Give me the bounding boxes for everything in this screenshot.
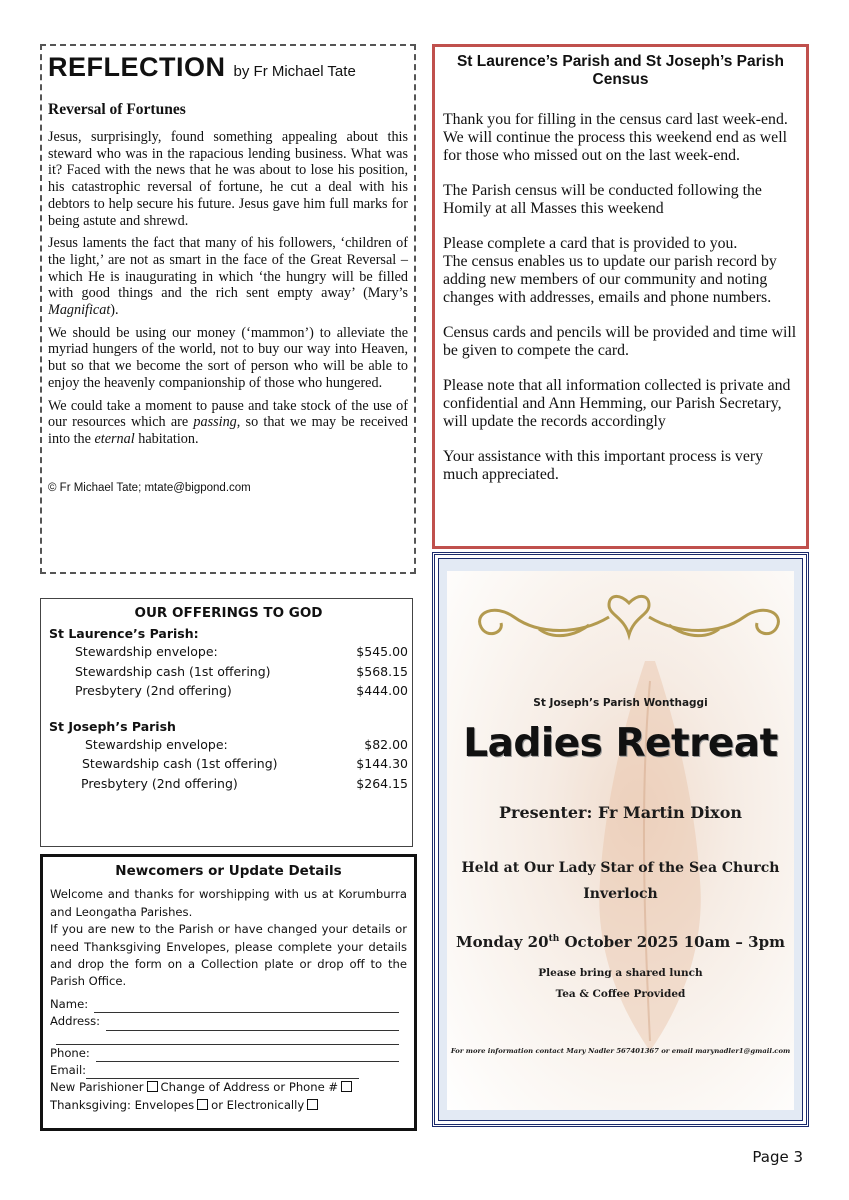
- reflection-title: REFLECTION: [48, 52, 226, 82]
- text-run: Jesus laments the fact that many of his followers, ‘children of the light,’ are not as smart in the face of the Great Reversal – which He is inaugurating in which ‘the hungry will be filled with good things and the rich sent empty away’ (Mary’s: [48, 235, 408, 302]
- offerings-title: OUR OFFERINGS TO GOD: [134, 605, 323, 621]
- offering-amount: $144.30: [356, 756, 408, 771]
- envelopes-label: Thanksgiving: Envelopes: [50, 1097, 195, 1112]
- venue-town: Inverloch: [583, 886, 658, 902]
- change-address-label: Change of Address or Phone #: [160, 1080, 339, 1095]
- census-paragraph: Please note that all information collected is private and confidential and Ann Hemming, our Parish Secretary, will update the records accordingly: [443, 377, 791, 430]
- options-row: [50, 1079, 407, 1096]
- census-title: St Laurence’s Parish and St Joseph’s Parish Census: [456, 53, 785, 88]
- offering-row: [49, 662, 408, 682]
- envelopes-checkbox[interactable]: [197, 1099, 208, 1110]
- emphasis: eternal: [94, 430, 135, 447]
- reflection-byline: by Fr Michael Tate: [233, 63, 356, 80]
- offerings-box: [40, 598, 413, 847]
- newcomers-intro: Welcome and thanks for worshipping with us at Korumburra and Leongatha Parishes.: [50, 887, 407, 919]
- name-line[interactable]: [94, 999, 399, 1013]
- address-line-2[interactable]: [56, 1031, 399, 1045]
- offering-amount: $444.00: [356, 683, 408, 698]
- offering-label: Presbytery (2nd offering): [75, 683, 232, 698]
- reflection-paragraph: Jesus, surprisingly, found something appealing about this steward who was in the rapacious lending business. What was it? Faced with the news that he was about to lose his position, his catastrophic reversal of fortune, he cut a deal with his debtors to help secure his future. Jesus gave him full marks for being astute and shrewd.: [48, 129, 408, 229]
- newcomers-form: [40, 854, 417, 1131]
- flyer-notes: [447, 963, 794, 1005]
- flyer-frame: [438, 558, 803, 1121]
- reflection-paragraph: We should be using our money (‘mammon’) to alleviate the myriad hungers of the world, not to buy our way into Heaven, but so that we become the sort of person who will be able to enjoy the heavenly companionship of those who hungered.: [48, 324, 408, 391]
- flyer-venue: [447, 855, 794, 907]
- flyer-parish: St Joseph’s Parish Wonthaggi: [533, 697, 708, 709]
- venue-line: Held at Our Lady Star of the Sea Church: [461, 860, 780, 876]
- name-label: Name:: [50, 996, 89, 1011]
- reflection-paragraph: [48, 235, 408, 319]
- name-field[interactable]: [50, 996, 407, 1013]
- offering-row: [49, 681, 408, 701]
- offering-row: [49, 735, 408, 755]
- offering-label: Stewardship cash (1st offering): [75, 663, 271, 679]
- flyer-contact: For more information contact Mary Nadler 567401367 or email marynadler1@gmail.com: [450, 1047, 791, 1055]
- change-address-checkbox[interactable]: [341, 1081, 352, 1092]
- date-rest: October 2025 10am – 3pm: [559, 933, 785, 951]
- offering-amount: $568.15: [356, 663, 408, 679]
- offering-label: Presbytery (2nd offering): [81, 775, 238, 791]
- emphasis: passing: [193, 414, 237, 431]
- electronically-label: or Electronically: [211, 1097, 305, 1112]
- electronically-checkbox[interactable]: [307, 1099, 318, 1110]
- offering-row: [49, 774, 408, 794]
- text-run: We could take a moment to pause and take stock of the use of our resources which are: [48, 397, 408, 431]
- parish-name: St Joseph’s Parish: [49, 718, 176, 734]
- offering-amount: $82.00: [364, 736, 408, 752]
- flyer-presenter: Presenter: Fr Martin Dixon: [499, 803, 742, 822]
- census-paragraph: Please complete a card that is provided to you. The census enables us to update our parish record by adding new members of our community and noting changes with addresses, emails and phone numbers.: [443, 235, 777, 306]
- newcomers-instructions: If you are new to the Parish or have changed your details or need Thanksgiving Envelopes, please complete your details and drop the form on a Collection plate or drop off to the Parish Office.: [50, 922, 407, 989]
- parish-name: St Laurence’s Parish:: [49, 626, 199, 641]
- census-box: [432, 44, 809, 549]
- date-day: Monday 20: [456, 933, 549, 951]
- flyer-date: [447, 933, 794, 951]
- tea-note: Tea & Coffee Provided: [555, 988, 686, 1000]
- offering-amount: $264.15: [356, 775, 408, 791]
- census-paragraph: Thank you for filling in the census card last week-end. We will continue the process this weekend end as well for those who missed out on the last week-end.: [443, 111, 788, 164]
- reflection-copyright: © Fr Michael Tate; mtate@bigpond.com: [48, 481, 251, 494]
- page-number: Page 3: [752, 1148, 803, 1166]
- reflection-heading: [48, 52, 408, 87]
- offering-label: Stewardship cash (1st offering): [82, 756, 278, 771]
- address-line[interactable]: [106, 1017, 399, 1031]
- emphasis: Magnificat: [48, 302, 111, 319]
- ornament-flourish-icon: [459, 585, 799, 655]
- text-run: , so that we may be received into the: [48, 414, 408, 447]
- lunch-note: Please bring a shared lunch: [538, 967, 703, 979]
- email-line[interactable]: [86, 1065, 359, 1079]
- email-label: Email:: [50, 1063, 87, 1078]
- census-paragraph: Census cards and pencils will be provided and time will be given to compete the card.: [443, 324, 797, 359]
- date-suffix: th: [548, 934, 560, 944]
- thanksgiving-row: [50, 1097, 407, 1114]
- new-parishioner-checkbox[interactable]: [147, 1081, 158, 1092]
- newcomers-title: Newcomers or Update Details: [115, 863, 342, 879]
- flyer-poster: [447, 571, 794, 1110]
- address-field[interactable]: [50, 1013, 407, 1030]
- text-run: ).: [110, 302, 119, 319]
- retreat-flyer: [432, 552, 809, 1127]
- reflection-subheading: Reversal of Fortunes: [48, 101, 186, 118]
- offering-label: Stewardship envelope:: [75, 644, 218, 659]
- offering-row: [49, 754, 408, 774]
- email-field[interactable]: [50, 1062, 407, 1079]
- phone-line[interactable]: [96, 1048, 399, 1062]
- reflection-box: [40, 44, 416, 574]
- phone-label: Phone:: [50, 1045, 90, 1060]
- text-run: habitation.: [134, 430, 199, 447]
- address-label: Address:: [50, 1014, 101, 1029]
- census-paragraph: Your assistance with this important process is very much appreciated.: [443, 448, 764, 483]
- flyer-title: Ladies Retreat: [463, 721, 778, 766]
- phone-field[interactable]: [50, 1045, 407, 1062]
- offering-row: [49, 642, 408, 662]
- offering-amount: $545.00: [356, 644, 408, 659]
- reflection-paragraph: [48, 398, 408, 448]
- offering-label: Stewardship envelope:: [85, 736, 228, 752]
- census-paragraph: The Parish census will be conducted following the Homily at all Masses this weekend: [443, 182, 762, 217]
- address-field-2[interactable]: [50, 1031, 407, 1045]
- new-parishioner-label: New Parishioner: [50, 1080, 144, 1095]
